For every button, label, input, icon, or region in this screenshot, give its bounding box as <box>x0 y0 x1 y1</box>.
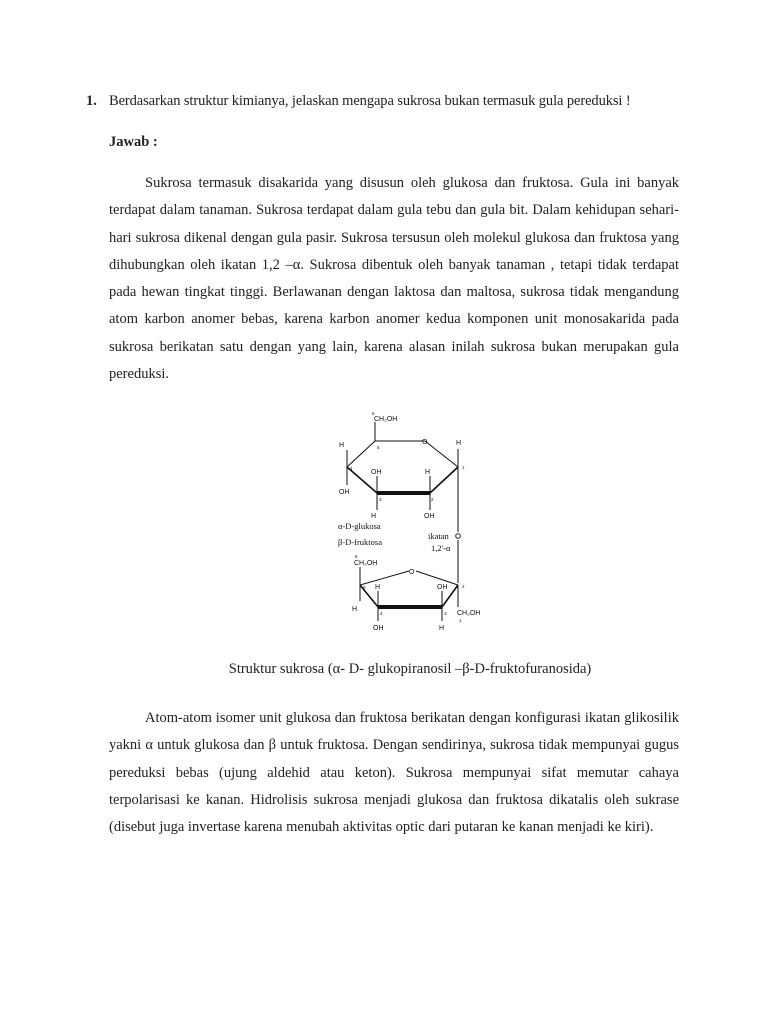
fru-h4-label: H <box>375 584 381 591</box>
glc-oh3-label: OH <box>371 469 382 476</box>
glc-ch2oh-label: CH₂OH <box>374 416 398 423</box>
glc-oh4-label: OH <box>339 489 350 496</box>
fru-c3-number: 3 <box>444 611 447 616</box>
fructose-name-label: β-D-fruktosa <box>338 537 382 547</box>
answer-paragraph-2: Atom-atom isomer unit glukosa dan fruktosa berikatan dengan konfigurasi ikatan glikosilik yakni α untuk glukosa dan β untuk fruktosa. Dengan sendirinya, sukrosa tidak mempunyai gugus pereduksi bebas (ujung aldehid atau keton). Sukrosa mempunyai sifat memutar cahaya terpolarisasi ke kanan. Hidrolisis sukrosa menjadi glukosa dan fruktosa dikatalis oleh sukrase (disebut juga invertase karena menubah aktivitas optic dari putaran ke kanan menjadi ke kiri). <box>109 710 679 836</box>
glc-c1-number: 1 <box>462 465 465 470</box>
sucrose-structure-diagram <box>330 405 480 640</box>
fru-h5-label: H <box>352 606 358 613</box>
answer-paragraph-1: Sukrosa termasuk disakarida yang disusun oleh glukosa dan fruktosa. Gula ini banyak terdapat dalam tanaman. Sukrosa terdapat dalam gula tebu dan gula bit. Dalam kehidupan sehari-hari sukrosa dikenal dengan gula pasir. Sukrosa tersusun oleh molekul glukosa dan fruktosa yang dihubungkan oleh ikatan 1,2 –α. Sukrosa dibentuk oleh banyak tanaman , tetapi tidak terdapat pada hewan tingkat tinggi. Berlawanan dengan laktosa dan maltosa, sukrosa tidak mengandung atom karbon anomer bebas, karena karbon anomer kedua komponen unit monosakarida pada sukrosa berikatan satu dengan yang lain, karena alasan inilah sukrosa bukan merupakan gula pereduksi. <box>109 175 679 383</box>
glc-c6-number: 6 <box>372 411 375 416</box>
fru-oh4-label: OH <box>373 625 384 632</box>
question-number: 1. <box>86 93 97 109</box>
fru-c1-number: 1 <box>459 618 462 623</box>
glc-c3-number: 3 <box>379 497 382 502</box>
fru-c6-number: 6 <box>355 554 358 559</box>
glc-ring-oxygen: O <box>422 439 428 446</box>
figure-caption: Struktur sukrosa (α- D- glukopiranosil –β-D-fruktofuranosida) <box>228 661 592 677</box>
glc-c5-number: 5 <box>377 445 380 450</box>
glycosidic-oxygen <box>456 534 461 539</box>
fru-c2-number: 2 <box>462 584 465 589</box>
fru-h3-label: H <box>439 625 445 632</box>
glc-c4-number: 4 <box>350 466 353 471</box>
question-text: Berdasarkan struktur kimianya, jelaskan mengapa sukrosa bukan termasuk gula pereduksi ! <box>109 93 631 109</box>
fru-ring-oxygen: O <box>409 569 415 576</box>
fru-ch2oh-c1-label: CH₂OH <box>457 610 480 617</box>
glc-oh2-label: OH <box>424 513 435 520</box>
glc-h1-label: H <box>456 440 462 447</box>
bond-value-label: 1,2'-α <box>431 543 451 553</box>
glc-h3-label: H <box>371 513 377 520</box>
fru-ch2oh-label: CH₂OH <box>354 560 378 567</box>
fru-oh3-label: OH <box>437 584 448 591</box>
fru-c5-number: 5 <box>363 585 366 590</box>
glc-c2-number: 2 <box>431 497 434 502</box>
answer-heading: Jawab : <box>109 134 158 150</box>
bond-word-label: ikatan <box>428 531 449 541</box>
glc-h2-label: H <box>425 469 431 476</box>
glucose-ring <box>347 422 458 583</box>
glucose-name-label: α-D-glukosa <box>338 521 381 531</box>
glc-h4-label: H <box>339 442 345 449</box>
fru-c4-number: 4 <box>380 611 383 616</box>
